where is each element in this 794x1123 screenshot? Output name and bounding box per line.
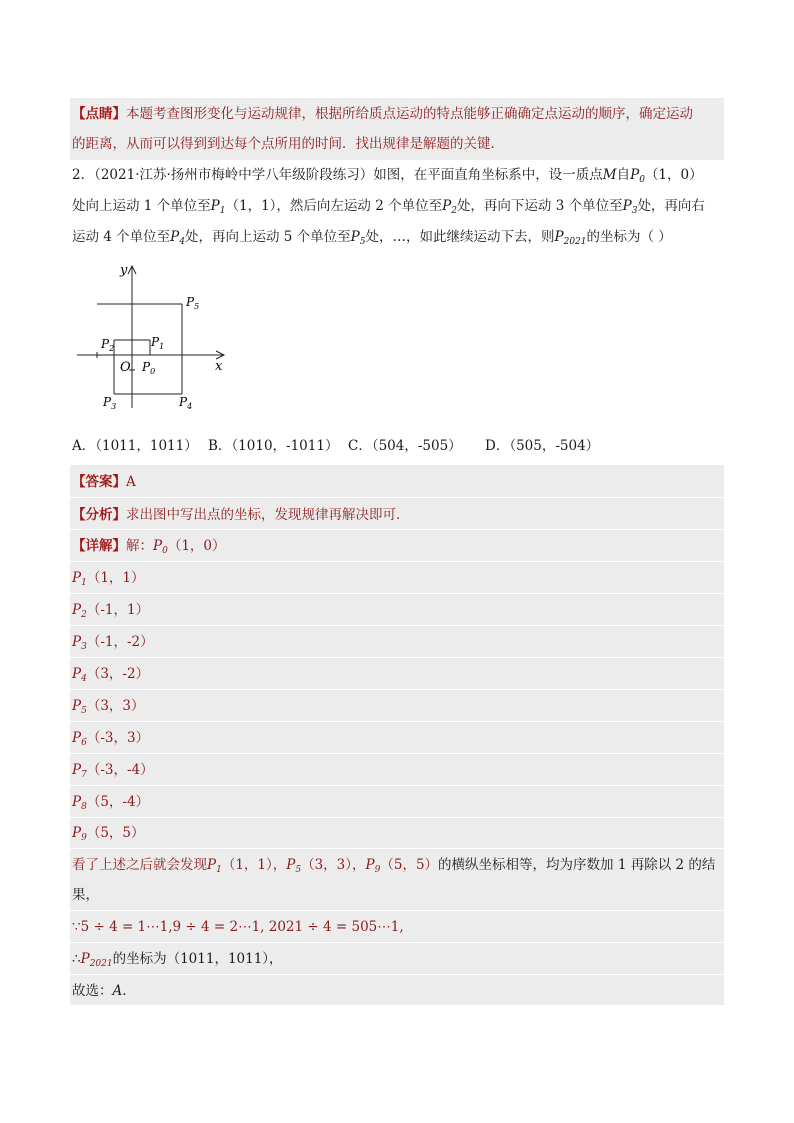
detail-p0-coord: （1，0）	[167, 538, 226, 554]
question-text-3d: 的坐标为（ ）	[586, 229, 672, 245]
observation-line-2	[72, 885, 99, 905]
p3-p: P	[622, 198, 632, 214]
option-c-label: C．（504，-505）	[348, 438, 462, 454]
point-coord: （3，-2）	[86, 666, 150, 682]
tip-tag: 【点睛】	[72, 106, 126, 122]
question-text-3b: 处，再向上运动 5 个单位至	[185, 229, 351, 245]
obs-text-a: 看了上述之后就会发现	[72, 857, 207, 873]
row-separator	[70, 753, 724, 754]
p5-sub: 5	[359, 237, 366, 247]
question-line-3	[72, 227, 672, 252]
point-sub: 4	[81, 674, 87, 684]
detail-intro: 解：	[126, 538, 153, 554]
therefore-p: P	[80, 951, 90, 967]
point-coord: （-3，3）	[86, 730, 150, 746]
option-b-label: B．（1010，-1011）	[208, 438, 339, 454]
therefore-symbol: ∴	[72, 951, 81, 967]
p1-sub: 1	[219, 206, 226, 216]
point-p: P	[72, 730, 82, 746]
point-row	[72, 568, 145, 593]
obs-p1-coord: （1，1），	[221, 857, 287, 873]
row-separator	[70, 910, 724, 911]
point-row	[72, 823, 145, 848]
row-separator	[70, 817, 724, 818]
therefore-line	[72, 949, 283, 974]
question-text-1: 2．（2021·江苏·扬州市梅岭中学八年级阶段练习）如图，在平面直角坐标系中，设一质点	[72, 167, 603, 183]
answer-tag: 【答案】	[72, 474, 126, 490]
p4-p: P	[170, 229, 180, 245]
row-separator	[70, 625, 724, 626]
analysis-text: 求出图中写出点的坐标，发现规律再解决即可．	[126, 507, 410, 523]
coordinate-figure	[72, 258, 242, 418]
tip-line-2	[72, 134, 504, 154]
row-separator	[70, 561, 724, 562]
p2021-sub: 2021	[563, 237, 587, 247]
detail-tag: 【详解】	[72, 538, 126, 554]
detail-p0-sub: 0	[162, 546, 168, 556]
origin-label: O	[120, 360, 131, 375]
p0-coord: （1，0）	[644, 167, 703, 183]
detail-p0: P	[153, 538, 163, 554]
p0-sub: 0	[639, 175, 645, 185]
tip-line-1	[72, 104, 693, 124]
point-p: P	[72, 762, 82, 778]
question-line-2	[72, 196, 705, 221]
fig-p0: $P_0$	[142, 360, 156, 376]
row-separator	[70, 657, 724, 658]
point-sub: 2	[81, 610, 87, 620]
because-line	[72, 917, 404, 937]
option-d	[485, 436, 599, 456]
row-separator	[70, 721, 724, 722]
obs-p5-sub: 5	[295, 865, 302, 875]
point-coord: （5，5）	[86, 825, 145, 841]
question-text-2b: （1，1），然后向左运动 2 个单位至	[225, 198, 443, 214]
point-row	[72, 600, 149, 625]
fig-p1: $P_1$	[151, 335, 165, 351]
fig-p4: $P_4$	[179, 395, 193, 411]
final-period: .	[122, 983, 127, 999]
fig-p5: $P_5$	[186, 295, 200, 311]
obs-p5-coord: （3，3），	[301, 857, 366, 873]
question-text-3a: 运动 4 个单位至	[72, 229, 171, 245]
option-d-label: D．（505，-504）	[485, 438, 600, 454]
obs-p1-sub: 1	[216, 865, 222, 875]
point-row	[72, 632, 154, 657]
final-line	[72, 981, 127, 1001]
obs-p9: P	[365, 857, 375, 873]
obs-p5: P	[286, 857, 296, 873]
row-separator	[70, 689, 724, 690]
tip-text-1: 本题考查图形变化与运动规律，根据所给质点运动的特点能够正确确定点运动的顺序，确定运动	[126, 106, 693, 122]
tip-text-2: 的距离，从而可以得到到达每个点所用的时间．找出规律是解题的关键．	[72, 136, 504, 152]
p4-sub: 4	[179, 237, 185, 247]
detail-line	[72, 536, 226, 561]
point-row	[72, 696, 145, 721]
point-p: P	[72, 570, 82, 586]
point-coord: （5，-4）	[86, 794, 150, 810]
question-self: 自	[616, 167, 631, 183]
p5-p: P	[350, 229, 360, 245]
observation-line-1	[72, 855, 715, 880]
row-separator	[70, 848, 724, 849]
point-p: P	[72, 602, 82, 618]
question-text-2c: 处，再向下运动 3 个单位至	[456, 198, 623, 214]
var-m: M	[602, 167, 617, 183]
p3-sub: 3	[631, 206, 638, 216]
obs-p1: P	[207, 857, 217, 873]
x-label: x	[215, 359, 223, 374]
point-sub: 7	[81, 770, 87, 780]
point-coord: （1，1）	[86, 570, 145, 586]
row-separator	[70, 529, 724, 530]
point-p: P	[72, 634, 82, 650]
p1-p: P	[210, 198, 220, 214]
fig-p2: $P_2$	[101, 337, 115, 353]
point-sub: 8	[81, 802, 87, 812]
because-text: ∵5 ÷ 4 = 1⋯1,9 ÷ 4 = 2⋯1, 2021 ÷ 4 = 505⋯1,	[72, 919, 404, 935]
point-sub: 6	[81, 738, 87, 748]
point-p: P	[72, 666, 82, 682]
p2-p: P	[442, 198, 452, 214]
point-coord: （-1，1）	[86, 602, 150, 618]
option-c	[348, 436, 462, 456]
question-text-2a: 处向上运动 1 个单位至	[72, 198, 211, 214]
fig-p3: $P_3$	[103, 395, 117, 411]
point-p: P	[72, 794, 82, 810]
row-separator	[70, 497, 724, 498]
obs-p9-coord: （5，5）	[380, 857, 439, 873]
point-coord: （3，3）	[86, 698, 145, 714]
point-row	[72, 760, 154, 785]
question-text-2d: 处，再向右	[637, 198, 705, 214]
obs-text-2: 果，	[72, 887, 99, 903]
question-line-1	[72, 165, 703, 190]
p0-label: P	[630, 167, 640, 183]
therefore-text: 的坐标为（1011，1011），	[112, 951, 283, 967]
p2021-p: P	[554, 229, 564, 245]
point-row	[72, 664, 149, 689]
point-p: P	[72, 698, 82, 714]
final-answer: A	[112, 983, 123, 999]
analysis-line	[72, 505, 410, 525]
obs-p9-sub: 9	[374, 865, 381, 875]
point-sub: 1	[81, 578, 87, 588]
answer-value: A	[126, 474, 136, 490]
obs-text-b: 的横纵坐标相等，均为序数加 1 再除以 2 的结	[438, 857, 716, 873]
row-separator	[70, 593, 724, 594]
analysis-tag: 【分析】	[72, 507, 126, 523]
final-text: 故选：	[72, 983, 113, 999]
point-row	[72, 792, 149, 817]
row-separator	[70, 974, 724, 975]
point-sub: 5	[81, 706, 87, 716]
point-coord: （-1，-2）	[86, 634, 154, 650]
option-a	[72, 436, 198, 456]
point-coord: （-3，-4）	[86, 762, 154, 778]
y-label: y	[120, 263, 128, 278]
question-text-3c: 处，…，如此继续运动下去，则	[365, 229, 555, 245]
point-row	[72, 728, 149, 753]
point-sub: 3	[81, 642, 87, 652]
therefore-sub: 2021	[89, 959, 113, 969]
row-separator	[70, 942, 724, 943]
option-b	[208, 436, 338, 456]
p2-sub: 2	[451, 206, 457, 216]
point-sub: 9	[81, 833, 87, 843]
answer-line	[72, 472, 136, 492]
option-a-label: A．（1011，1011）	[72, 438, 198, 454]
row-separator	[70, 785, 724, 786]
point-p: P	[72, 825, 82, 841]
